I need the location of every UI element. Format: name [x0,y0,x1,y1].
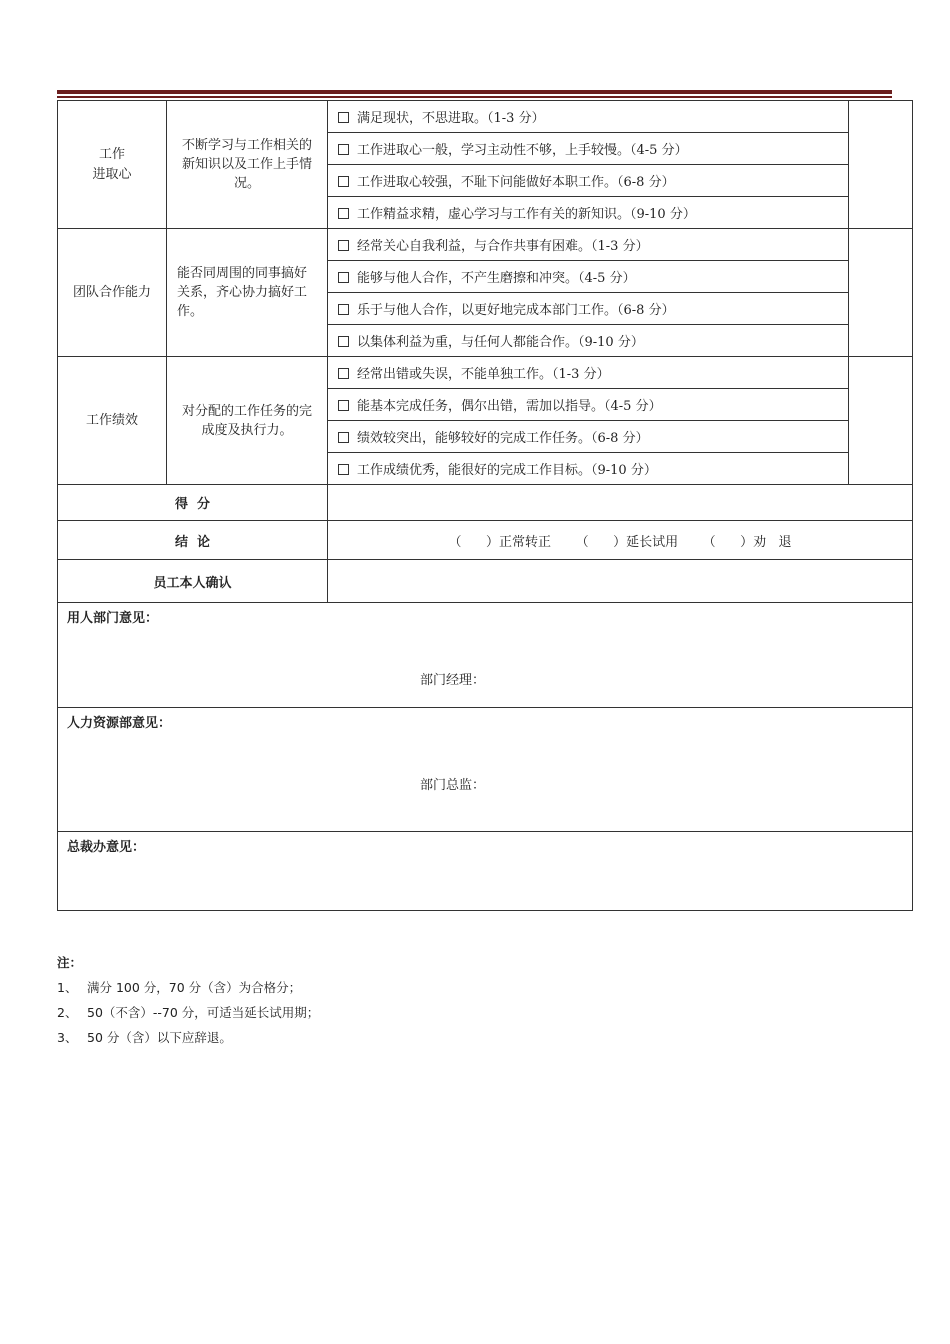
ceo-opinion-box[interactable] [58,832,913,911]
checkbox-icon[interactable] [338,464,349,475]
checkbox-icon[interactable] [338,112,349,123]
score-cell[interactable] [849,229,913,357]
hr-director-sign: 部门总监： [420,778,486,793]
dept-opinion-box[interactable] [58,603,913,708]
dept-opinion-title: 用人部门意见： [67,611,159,626]
checkbox-icon[interactable] [338,240,349,251]
notes-section [57,950,319,1050]
note-item: 3、 50 分（含）以下应辞退。 [57,1030,232,1045]
score-option[interactable]: 乐于与他人合作，以更好地完成本部门工作。（6-8 分） [328,293,849,325]
checkbox-icon[interactable] [338,208,349,219]
checkbox-icon[interactable] [338,144,349,155]
category-description: 不断学习与工作相关的新知识以及工作上手情况。 [167,101,328,229]
category-work-initiative: 工作 进取心 [58,101,167,229]
category-teamwork: 团队合作能力 [58,229,167,357]
conclusion-label: 结 论 [58,521,328,560]
ceo-opinion-title: 总裁办意见： [67,840,146,855]
score-option[interactable]: 经常出错或失误，不能单独工作。（1-3 分） [328,357,849,389]
checkbox-icon[interactable] [338,400,349,411]
conclusion-options[interactable]: （ ）正常转正 （ ）延长试用 （ ）劝 退 [328,521,913,560]
total-score-field[interactable] [328,485,913,521]
category-work-performance: 工作绩效 [58,357,167,485]
checkbox-icon[interactable] [338,272,349,283]
score-option[interactable]: 工作精益求精，虚心学习与工作有关的新知识。（9-10 分） [328,197,849,229]
score-option[interactable]: 工作进取心一般，学习主动性不够，上手较慢。（4-5 分） [328,133,849,165]
category-description: 能否同周围的同事搞好关系，齐心协力搞好工作。 [167,229,328,357]
employee-confirm-label: 员工本人确认 [58,560,328,603]
score-option[interactable]: 绩效较突出，能够较好的完成工作任务。（6-8 分） [328,421,849,453]
score-option[interactable]: 工作进取心较强，不耻下问能做好本职工作。（6-8 分） [328,165,849,197]
hr-opinion-box[interactable] [58,708,913,832]
evaluation-table [57,100,913,911]
dept-manager-sign: 部门经理： [420,673,486,688]
header-rule-thick [57,90,892,94]
score-option[interactable]: 以集体利益为重，与任何人都能合作。（9-10 分） [328,325,849,357]
header-rule-thin [57,96,892,98]
hr-opinion-title: 人力资源部意见： [67,716,172,731]
checkbox-icon[interactable] [338,176,349,187]
employee-confirm-field[interactable] [328,560,913,603]
score-option[interactable]: 工作成绩优秀，能很好的完成工作目标。（9-10 分） [328,453,849,485]
score-cell[interactable] [849,101,913,229]
score-cell[interactable] [849,357,913,485]
note-item: 1、 满分 100 分，70 分（含）为合格分； [57,980,302,995]
note-item: 2、 50（不含）--70 分，可适当延长试用期； [57,1005,320,1020]
score-option[interactable]: 能够与他人合作，不产生磨擦和冲突。（4-5 分） [328,261,849,293]
score-option[interactable]: 满足现状，不思进取。（1-3 分） [328,101,849,133]
checkbox-icon[interactable] [338,304,349,315]
total-score-label: 得 分 [58,485,328,521]
category-description: 对分配的工作任务的完成度及执行力。 [167,357,328,485]
checkbox-icon[interactable] [338,432,349,443]
checkbox-icon[interactable] [338,368,349,379]
score-option[interactable]: 能基本完成任务，偶尔出错，需加以指导。（4-5 分） [328,389,849,421]
score-option[interactable]: 经常关心自我利益，与合作共事有困难。（1-3 分） [328,229,849,261]
notes-title: 注： [57,955,83,970]
checkbox-icon[interactable] [338,336,349,347]
